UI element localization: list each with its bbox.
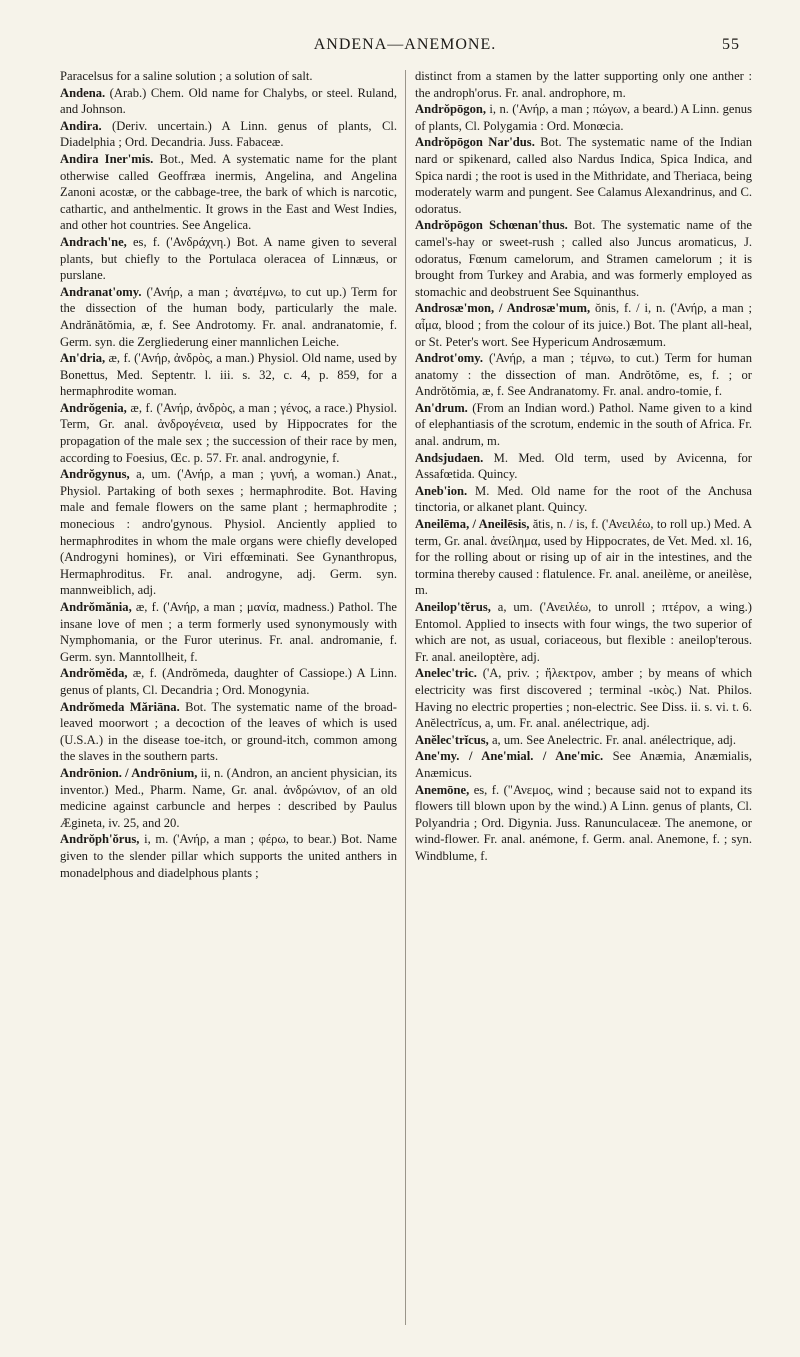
entry-headword: Andrōnion. / Andrōnium, bbox=[60, 765, 198, 780]
dictionary-entry bbox=[60, 599, 397, 665]
right-column bbox=[415, 68, 752, 865]
entry-headword: Andrŏpōgon, bbox=[415, 102, 487, 117]
dictionary-entry bbox=[415, 134, 752, 217]
running-head bbox=[70, 36, 740, 58]
dictionary-entry bbox=[415, 782, 752, 865]
dictionary-entry bbox=[60, 68, 397, 85]
dictionary-entry bbox=[415, 732, 752, 749]
entry-headword: Andira Iner'mis. bbox=[60, 151, 154, 166]
dictionary-entry bbox=[415, 599, 752, 665]
entry-text: i, n. ('Ανήρ, a man ; πώγων, a beard.) A Linn. genus of plants, Cl. Polygamia : Ord. Monœcia. bbox=[415, 102, 752, 133]
entry-text: M. Med. Old name for the root of the Anchusa tinctoria, or alkanet plant. Quincy. bbox=[415, 483, 752, 515]
entry-text: ŏnis, f. / i, n. ('Ανήρ, a man ; αἷμα, blood ; from the colour of its juice.) Bot. The plant all-heal, or St. Peter's wort. See Hypericum Androsæmum. bbox=[415, 301, 752, 349]
entry-text: a, um. ('Ανήρ, a man ; γυνή, a woman.) Anat., Physiol. Partaking of both sexes ; hermaphrodite. Bot. Having male and female flowers on the same plant ; hermaphrodite ; monecious : andro'gynous. Physiol. Anciently applied to hermaphrodites in whom the male organs were chiefly developed (Androgyni homines), or Viri effœminati. See Gynanthropus, Hermaphroditus. Fr. anal. androgyne, adj. Germ. syn. mannweiblich, adj. bbox=[60, 467, 397, 598]
entry-headword: Andrŏmănia, bbox=[60, 600, 132, 614]
entry-headword: Anelec'tric. bbox=[415, 666, 477, 681]
dictionary-entry bbox=[60, 151, 397, 234]
entry-text: æ, f. ('Ανήρ, ἀνδρὸς, a man ; γένος, a race.) Physiol. Term, Gr. anal. ἀνδρογένεια, used by Hippocrates for the propagation of the male sex ; the succession of their race by men, according to Foesius, Œc. p. 57. Fr. anal. androgynie, f. bbox=[60, 400, 397, 465]
entry-headword: Andrach'ne, bbox=[60, 234, 127, 249]
dictionary-entry bbox=[415, 217, 752, 300]
dictionary-entry bbox=[60, 234, 397, 284]
dictionary-entry bbox=[60, 466, 397, 599]
entry-headword: Andranat'omy. bbox=[60, 284, 142, 299]
entry-text: ii, n. (Andron, an ancient physician, its inventor.) Med., Pharm. Name, Gr. anal. ἀνδρώνιον, of an old medicine against carbuncle and herpes : described by Paulus Ægineta, iv. 25, and 20. bbox=[60, 765, 397, 830]
entry-text: Bot. The systematic name of the Indian nard or spikenard, called also Nardus Indica, Spica Indica, and Spica nardi ; the root is used in the Mithridate, and Theriaca, being moderately warm and pungent. See Calamus Alexandrinus, and C. odoratus. bbox=[415, 135, 752, 216]
entry-headword: Andrŏgenia, bbox=[60, 400, 127, 415]
page-number: 55 bbox=[722, 36, 740, 53]
running-title: ANDENA—ANEMONE. bbox=[313, 36, 497, 53]
entry-text: ('Ανήρ, a man ; τέμνω, to cut.) Term for human anatomy : the dissection of man. Andrŏtŏme, es, f. ; or Andrŏtŏmia, æ, f. See Andranatomy. Fr. anal. andro-tomie, f. bbox=[415, 351, 752, 399]
entry-headword: Aneilop'tĕrus, bbox=[415, 600, 491, 614]
dictionary-entry bbox=[415, 400, 752, 450]
entry-text: (Deriv. uncertain.) A Linn. genus of plants, Cl. Diadelphia ; Ord. Decandria. Juss. Fabaceæ. bbox=[60, 118, 397, 150]
entry-text: i, m. ('Ανήρ, a man ; φέρω, to bear.) Bot. Name given to the slender pillar which supports the united anthers in monadelphous and diadelphous plants ; bbox=[60, 832, 397, 880]
dictionary-entry bbox=[415, 350, 752, 400]
entry-text: Bot. The systematic name of the broad-leaved moorwort ; a decoction of the leaves of which is used (U.S.A.) in the disease toe-itch, or ground-itch, common among the slaves in the southern parts. bbox=[60, 699, 397, 764]
entry-headword: Aneb'ion. bbox=[415, 483, 468, 498]
left-column bbox=[60, 68, 397, 881]
entry-text: æ, f. (Andrŏmeda, daughter of Cassiope.) A Linn. genus of plants, Cl. Decandria ; Ord. Monogynia. bbox=[60, 666, 397, 697]
entry-headword: Andrŏph'ŏrus, bbox=[60, 832, 140, 847]
dictionary-entry bbox=[60, 118, 397, 151]
dictionary-entry bbox=[415, 101, 752, 134]
entry-headword: Andena. bbox=[60, 85, 106, 100]
entry-text: es, f. ('Ανδράχνη.) Bot. A name given to several plants, but chiefly to the Portulaca oleracea of Linnæus, or purslane. bbox=[60, 234, 397, 283]
entry-text: M. Med. Old term, used by Avicenna, for Assafœtida. Quincy. bbox=[415, 450, 752, 482]
dictionary-entry bbox=[415, 516, 752, 599]
entry-text: Bot. The systematic name of the camel's-hay or sweet-rush ; called also Juncus aromaticus, J. odoratus, Fœnum camelorum, and Stramen camelorum ; it is brought from Turkey and Arabia, and was formerly employed as stomachic and deobstruent See Squinanthus. bbox=[415, 218, 752, 299]
entry-text: (Arab.) Chem. Old name for Chalybs, or steel. Ruland, and Johnson. bbox=[60, 85, 398, 117]
entry-headword: An'dria, bbox=[60, 351, 106, 366]
entry-headword: Andrŏgynus, bbox=[60, 467, 130, 482]
dictionary-entry bbox=[60, 665, 397, 698]
dictionary-entry bbox=[415, 665, 752, 731]
dictionary-entry bbox=[415, 450, 752, 483]
dictionary-entry bbox=[60, 350, 397, 400]
entry-text: æ, f. ('Ανήρ, ἀνδρὸς, a man.) Physiol. Old name, used by Bonettus, Med. Septentr. l. iii. s. 32, c. 4, p. 859, for a hermaphrodite woman. bbox=[60, 351, 398, 399]
entry-text: ('Ανήρ, a man ; ἀνατέμνω, to cut up.) Term for the dissection of the human body, particularly the male. Andrănătŏmia, æ, f. See Androtomy. Fr. anal. andranatomie, f. Germ. syn. die Zergliederung einer mannlichen Leiche. bbox=[60, 284, 397, 349]
entry-headword: Andsjudaen. bbox=[415, 450, 484, 465]
dictionary-entry bbox=[60, 400, 397, 466]
entry-text: Paracelsus for a saline solution ; a solution of salt. bbox=[60, 69, 313, 83]
dictionary-entry bbox=[415, 300, 752, 350]
dictionary-entry bbox=[60, 831, 397, 881]
entry-text: distinct from a stamen by the latter supporting only one anther : the androph'orus. Fr. anal. androphore, m. bbox=[415, 69, 752, 100]
entry-headword: Ane'my. / Ane'mial. / Ane'mic. bbox=[415, 749, 604, 764]
entry-headword: Aneilēma, / Aneilēsis, bbox=[415, 517, 530, 532]
entry-headword: Androsæ'mon, / Androsæ'mum, bbox=[415, 301, 591, 316]
dictionary-entry bbox=[60, 699, 397, 765]
entry-headword: Androt'omy. bbox=[415, 351, 483, 366]
column-divider bbox=[405, 70, 406, 1325]
dictionary-entry bbox=[60, 85, 397, 118]
entry-headword: Andira. bbox=[60, 118, 102, 133]
entry-text: a, um. See Anelectric. Fr. anal. anélectrique, adj. bbox=[491, 732, 737, 747]
entry-text: es, f. ("Ανεμος, wind ; because said not to expand its flowers till blown upon by the wind.) A Linn. genus of plants, Cl. Polyandria ; Ord. Digynia. Juss. Ranunculaceæ. The anemone, or wind-flower. Fr. anal. anémone, f. Germ. anal. Anemone, f. ; syn. Windblume, f. bbox=[415, 782, 752, 863]
entry-text: a, um. ('Ανειλέω, to unroll ; πτέρον, a wing.) Entomol. Applied to insects with four wings, the two superior of which are not, as usual, coriaceous, but flexible : aneilop'terous. Fr. anal. aneiloptère, adj. bbox=[415, 600, 752, 664]
entry-headword: Andrŏpōgon Nar'dus. bbox=[415, 135, 535, 150]
dictionary-entry bbox=[60, 765, 397, 831]
dictionary-entry bbox=[60, 284, 397, 350]
dictionary-entry bbox=[415, 483, 752, 516]
entry-headword: Andrŏmeda Măriāna. bbox=[60, 699, 180, 714]
entry-headword: Anĕlec'trĭcus, bbox=[415, 732, 489, 747]
entry-text: (From an Indian word.) Pathol. Name given to a kind of elephantiasis of the scrotum, endemic in the south of Africa. Fr. anal. andrum, m. bbox=[415, 400, 752, 449]
dictionary-entry bbox=[415, 748, 752, 781]
entry-text: ('A, priv. ; ἤλεκτρον, amber ; by means of which electricity was first discovered ; terminal -ικὸς.) Nat. Philos. Having no electric properties ; non-electric. See Diss. ii. s. vi. t. 6. Anĕlectrĭcus, a, um. Fr. anal. anélectrique, adj. bbox=[415, 666, 752, 731]
entry-headword: Andrŏpōgon Schœnan'thus. bbox=[415, 218, 568, 233]
entry-text: Bot., Med. A systematic name for the plant otherwise called Geoffræa inermis, Angelina, and Angelina Zanoni acostæ, or the cabbage-tree, the bark of which is narcotic, cathartic, and anthelmentic. It grows in the East and West Indies, and other hot countries. See Angelica. bbox=[60, 151, 397, 233]
entry-headword: Andrŏmĕda, bbox=[60, 666, 128, 681]
entry-headword: Anemōne, bbox=[415, 782, 470, 797]
entry-text: ătis, n. / is, f. ('Ανειλέω, to roll up.) Med. A term, Gr. anal. ἀνείλημα, used by Hippocrates, de Vet. Med. xl. 16, for the rolling about or rising up of air in the intestines, and the tormina thereby caused : flatulence. Fr. anal. aneilème, or aneilèse, m. bbox=[415, 517, 752, 598]
entry-headword: An'drum. bbox=[415, 400, 468, 415]
entry-text: æ, f. ('Ανήρ, a man ; μανία, madness.) Pathol. The insane love of men ; a term formerly used synonymously with Nymphomania, or the Furor uterinus. Fr. anal. andromanie, f. Germ. syn. Manntollheit, f. bbox=[60, 600, 397, 664]
entry-text: See Anæmia, Anæmialis, Anæmicus. bbox=[415, 749, 753, 780]
dictionary-entry bbox=[415, 68, 752, 101]
